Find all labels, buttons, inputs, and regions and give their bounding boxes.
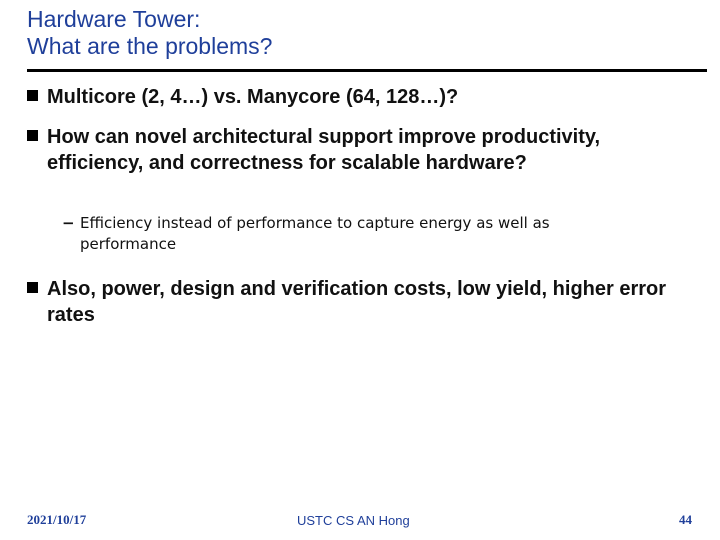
dash-bullet-icon: − — [62, 214, 75, 232]
bullet-2 — [27, 124, 687, 176]
slide-title — [27, 6, 687, 60]
bullet-2-text: How can novel architectural support improve productivity, efficiency, and correctness for scalable hardware? — [47, 126, 601, 174]
bullet-3 — [27, 276, 687, 328]
square-bullet-icon — [27, 130, 38, 141]
slide-title-line-2: What are the problems? — [27, 33, 273, 59]
bullet-1-text: Multicore (2, 4…) vs. Manycore (64, 128…)? — [47, 86, 459, 108]
bullet-3-text: Also, power, design and verification costs, low yield, higher error rates — [47, 278, 667, 326]
square-bullet-icon — [27, 90, 38, 101]
footer-author: USTC CS AN Hong — [297, 513, 410, 528]
sub-bullet-1 — [62, 213, 662, 255]
footer-date: 2021/10/17 — [27, 512, 87, 527]
square-bullet-icon — [27, 282, 38, 293]
bullet-1 — [27, 84, 687, 110]
sub-bullet-1-text: Efficiency instead of performance to capture energy as well as performance — [80, 214, 550, 253]
slide-title-line-1: Hardware Tower: — [27, 6, 201, 32]
page-number: 44 — [679, 512, 692, 527]
title-divider — [27, 69, 707, 72]
